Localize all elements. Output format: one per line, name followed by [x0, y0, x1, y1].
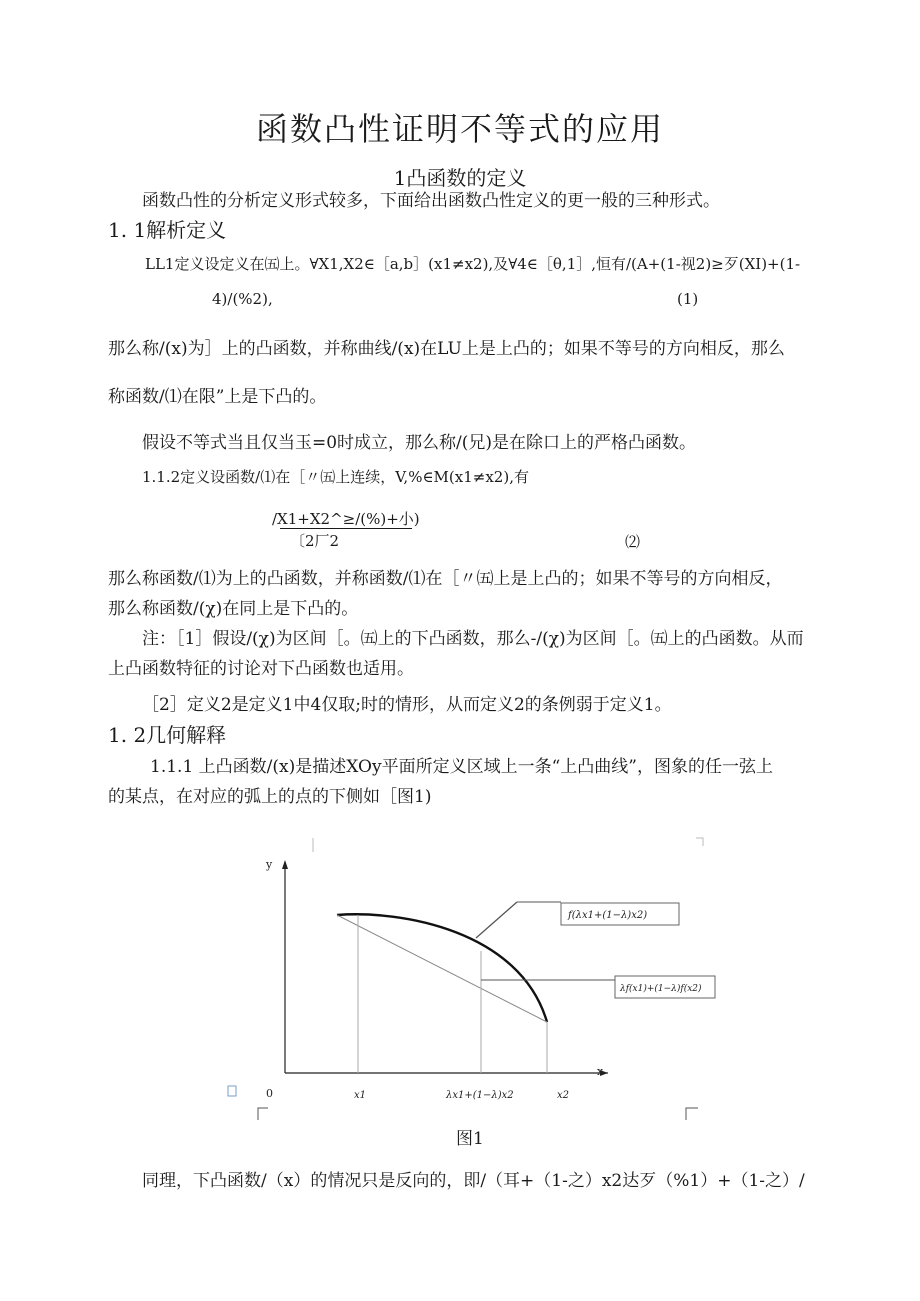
label-chord: λf(x1)+(1−λ)f(x2)	[620, 984, 702, 994]
paragraph-1-line2: 称函数/⑴在限”上是下凸的。	[108, 387, 327, 407]
scan-mark	[696, 838, 703, 846]
paragraph-3-line1: 那么称函数/⑴为上的凸函数，并称函数/⑴在［〃㈤上是上凸的；如果不等号的方向相反，	[108, 569, 783, 589]
page-title: 函数凸性证明不等式的应用	[255, 110, 664, 148]
definition-1-line1: LL1定义设定义在㈤上。∀X1,X2∈［a,b］(x1≠x2),及∀4∈［θ,1］,恒有/(A+(1-视2)≥歹(XI)+(1-	[145, 255, 801, 273]
x-axis-label: x	[597, 1065, 604, 1078]
figure-1	[220, 830, 720, 1120]
y-axis-arrow	[282, 860, 288, 869]
note-2: ［2］定义2是定义1中4仅取;时的情形，从而定义2的条例弱于定义1。	[142, 695, 672, 715]
y-axis-label: y	[266, 858, 273, 871]
equation-2-top: /X1+X2^≥/(%)+小)	[272, 510, 420, 528]
tick-mid: λx1+(1−λ)x2	[446, 1090, 514, 1101]
paragraph-3-line2: 那么称函数/(χ)在同上是下凸的。	[108, 599, 359, 619]
note-1-line1: 注：［1］假设/(χ)为区间［。㈤上的下凸函数，那么-/(χ)为区间［。㈤上的凸函数。从而	[142, 629, 804, 649]
fraction-bar	[280, 528, 412, 529]
figure-caption: 图1	[456, 1129, 484, 1149]
origin-label: 0	[266, 1087, 273, 1100]
leader-curve	[476, 902, 517, 938]
definition-1-line2: 4)/(%2),	[212, 290, 273, 308]
paragraph-2: 假设不等式当且仅当玉=0时成立，那么称/(兄)是在除口上的严格凸函数。	[142, 433, 697, 453]
corner-mark	[258, 1108, 268, 1120]
tick-x1: x1	[354, 1090, 367, 1101]
tick-x2: x2	[557, 1090, 570, 1101]
label-curve: f(λx1+(1−λ)x2)	[568, 910, 648, 921]
definition-2: 1.1.2定义设函数/⑴在［〃㈤上连续，V,%∈M(x1≠x2),有	[142, 468, 529, 486]
subsection-heading-1-1: 1. 1解析定义	[108, 218, 227, 242]
section-heading: 1凸函数的定义	[393, 166, 527, 190]
scan-glyph	[228, 1086, 236, 1096]
geometric-para-line2: 的某点，在对应的弧上的点的下侧如［图1)	[108, 787, 432, 807]
equation-2-bottom: 〔2厂2	[290, 532, 340, 550]
section-intro: 函数凸性的分析定义形式较多，下面给出函数凸性定义的更一般的三种形式。	[142, 191, 720, 211]
corner-mark	[686, 1108, 698, 1120]
closing-paragraph: 同理，下凸函数/（x）的情况只是反向的，即/（耳+（1-之）x2达歹（%1）+（1-之）/	[142, 1171, 805, 1191]
equation-number-2: ⑵	[625, 533, 641, 551]
equation-number-1: (1)	[677, 290, 699, 308]
geometric-para-line1: 1.1.1 上凸函数/(x)是描述XOy平面所定义区域上一条“上凸曲线”，图象的任一弦上	[150, 757, 773, 777]
paragraph-1-line1: 那么称/(x)为］上的凸函数，并称曲线/(x)在LU上是上凸的；如果不等号的方向相反，那么	[108, 339, 785, 359]
note-1-line2: 上凸函数特征的讨论对下凸函数也适用。	[108, 659, 414, 679]
subsection-heading-1-2: 1. 2几何解释	[108, 723, 227, 747]
